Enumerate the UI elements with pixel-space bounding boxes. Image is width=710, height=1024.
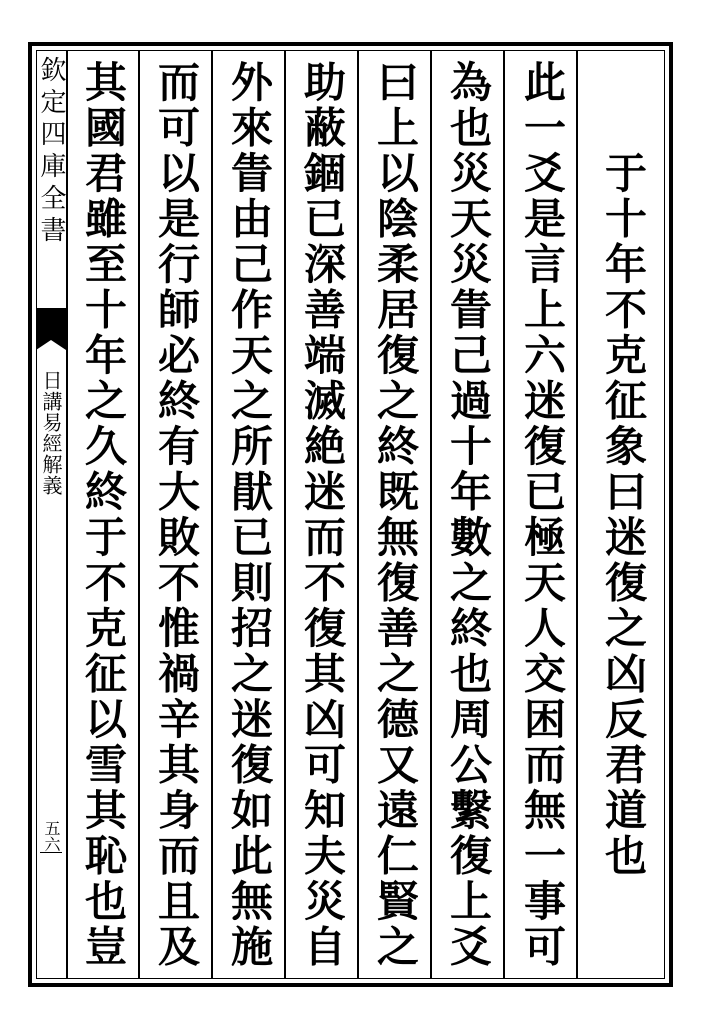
text-column-5: 助蔽錮已深善端滅絶迷而不復其凶可知夫災自 bbox=[298, 59, 347, 970]
page-number: 五六 bbox=[42, 820, 61, 852]
book-title: 欽定四庫全書 bbox=[36, 56, 66, 248]
text-column-1: 于十年不克征象曰迷復之凶反君道也 bbox=[599, 150, 648, 879]
text-column-3: 為也災天災眚己過十年數之終也周公繫復上爻 bbox=[444, 59, 493, 970]
text-column-7: 而可以是行師必終有大敗不惟禍辛其身而且及 bbox=[152, 59, 201, 970]
page-margin bbox=[36, 50, 66, 979]
volume-title: 日講易經解義 bbox=[39, 370, 63, 496]
text-column-4: 曰上以陰柔居復之終既無復善之德又遠仁賢之 bbox=[371, 59, 420, 970]
text-column-8: 其國君雖至十年之久終于不克征以雪其恥也豈 bbox=[79, 59, 128, 970]
text-column-2: 此一爻是言上六迷復已極天人交困而無一事可 bbox=[518, 59, 567, 970]
text-column-6: 外來眚由己作天之所猒已則招之迷復如此無施 bbox=[225, 59, 274, 970]
fish-tail-mark bbox=[36, 308, 66, 340]
